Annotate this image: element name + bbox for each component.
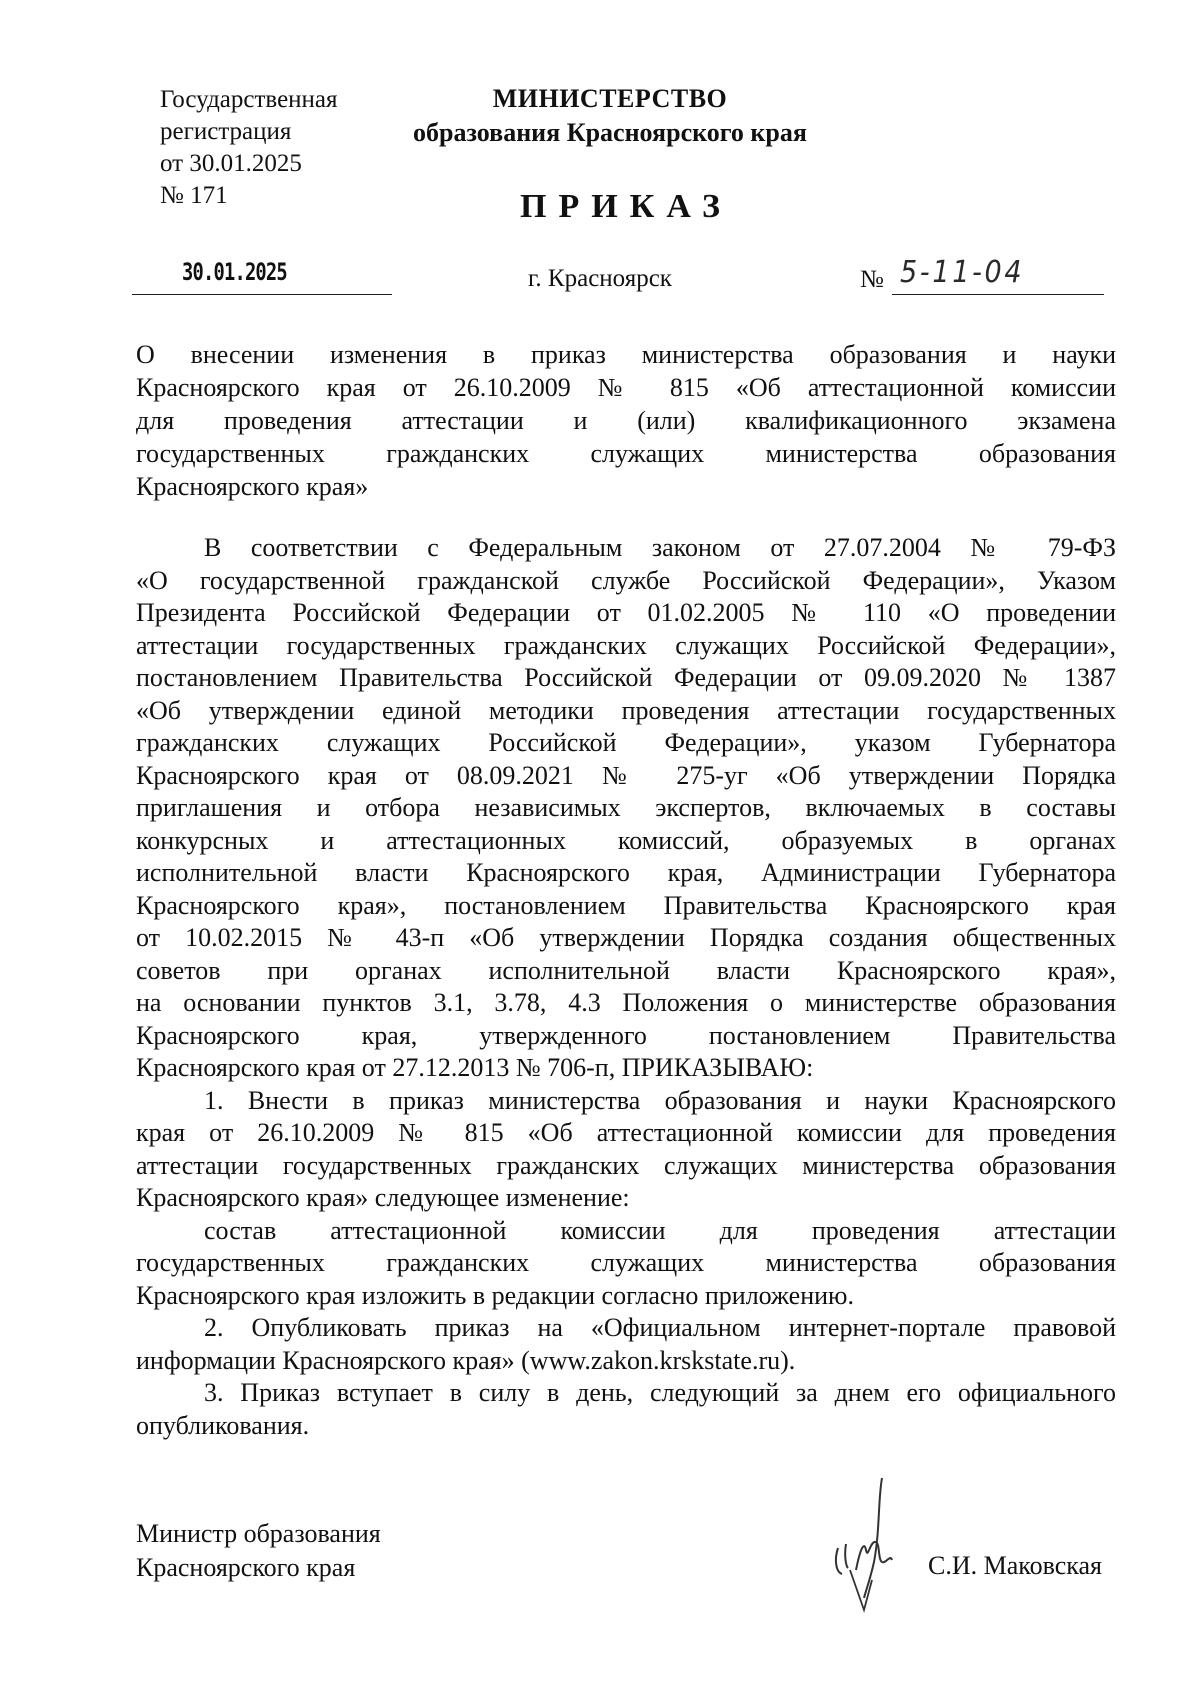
body-line: Красноярского края от 08.09.2021 № 275-уг «Об утверждении Порядка [136,760,1116,790]
signatory-title-line: Министр образования [136,1519,381,1548]
body-line: постановлением Правительства Российской Федерации от 09.09.2020 № 1387 [136,663,1116,692]
body-line: Красноярского края от 27.12.2013 № 706-п, ПРИКАЗЫВАЮ: [136,1053,814,1082]
registration-line: Государственная [160,86,338,113]
body-line: конкурсных и аттестационных комиссий, образуемых в органах [136,825,1116,855]
body-line: государственных гражданских служащих министерства образования [136,1248,1116,1277]
body-line: гражданских служащих Российской Федерации», указом Губернатора [136,728,1116,757]
body-line: 3. Приказ вступает в силу в день, следующий за днем его официального [204,1378,1116,1407]
body-line: состав аттестационной комиссии для проведения аттестации [204,1215,1116,1245]
body-line: В соответствии с Федеральным законом от 27.07.2004 № 79-ФЗ [204,533,1116,562]
body-line: аттестации государственных гражданских служащих Российской Федерации», [136,630,1116,660]
registration-number: № 171 [160,182,228,209]
handwritten-number: 5-11-04 [900,255,1025,290]
document-title [136,338,1116,503]
signatory-name: С.И. Маковская [928,1551,1102,1580]
document-body [136,532,1116,1442]
title-line: О внесении изменения в приказ министерства образования и науки [136,340,1116,369]
body-line: Президента Российской Федерации от 01.02.2005 № 110 «О проведении [136,598,1116,627]
registration-block [160,84,338,212]
registration-date: от 30.01.2025 [160,150,302,177]
date-stamp: 30.01.2025 [182,258,287,286]
ministry-header [395,82,825,150]
title-line: Красноярского края от 26.10.2009 № 815 «Об аттестационной комиссии [136,373,1116,402]
number-label: № [860,266,884,293]
body-line: 1. Внести в приказ министерства образования и науки Красноярского [204,1085,1116,1115]
body-line: опубликования. [136,1410,310,1440]
body-line: «О государственной гражданской службе Российской Федерации», Указом [136,565,1116,595]
signatory-title-line: Красноярского края [136,1553,356,1582]
body-line: 2. Опубликовать приказ на «Официальном интернет-портале правовой [204,1313,1116,1342]
title-line: государственных гражданских служащих министерства образования [136,439,1116,468]
body-line: Красноярского края изложить в редакции согласно приложению. [136,1280,854,1310]
registration-line: регистрация [160,118,292,145]
body-line: Красноярского края» следующее изменение: [136,1183,630,1212]
body-line: Красноярского края, утвержденного постановлением Правительства [136,1020,1116,1050]
body-line: «Об утверждении единой методики проведения аттестации государственных [136,695,1116,725]
title-line: Красноярского края» [136,472,369,501]
document-type: ПРИКАЗ [520,188,732,225]
body-line: края от 26.10.2009 № 815 «Об аттестационной комиссии для проведения [136,1118,1116,1147]
body-line: от 10.02.2015 № 43-п «Об утверждении Порядка создания общественных [136,923,1116,952]
city: г. Красноярск [528,265,672,292]
title-line: для проведения аттестации и (или) квалификационного экзамена [136,406,1116,435]
ministry-name: МИНИСТЕРСТВО [492,84,728,113]
body-line: приглашения и отбора независимых экспертов, включаемых в составы [136,793,1116,822]
ministry-subtitle: образования Красноярского края [413,118,807,147]
body-line: информации Красноярского края» (www.zakon.krskstate.ru). [136,1345,796,1375]
body-line: исполнительной власти Красноярского края, Администрации Губернатора [136,858,1116,887]
handwritten-signature [820,1470,940,1620]
body-line: аттестации государственных гражданских служащих министерства образования [136,1150,1116,1180]
body-line: Красноярского края», постановлением Правительства Красноярского края [136,890,1116,920]
signatory-title [136,1517,381,1585]
body-line: на основании пунктов 3.1, 3.78, 4.3 Положения о министерстве образования [136,988,1116,1017]
body-line: советов при органах исполнительной власти Красноярского края», [136,955,1116,985]
